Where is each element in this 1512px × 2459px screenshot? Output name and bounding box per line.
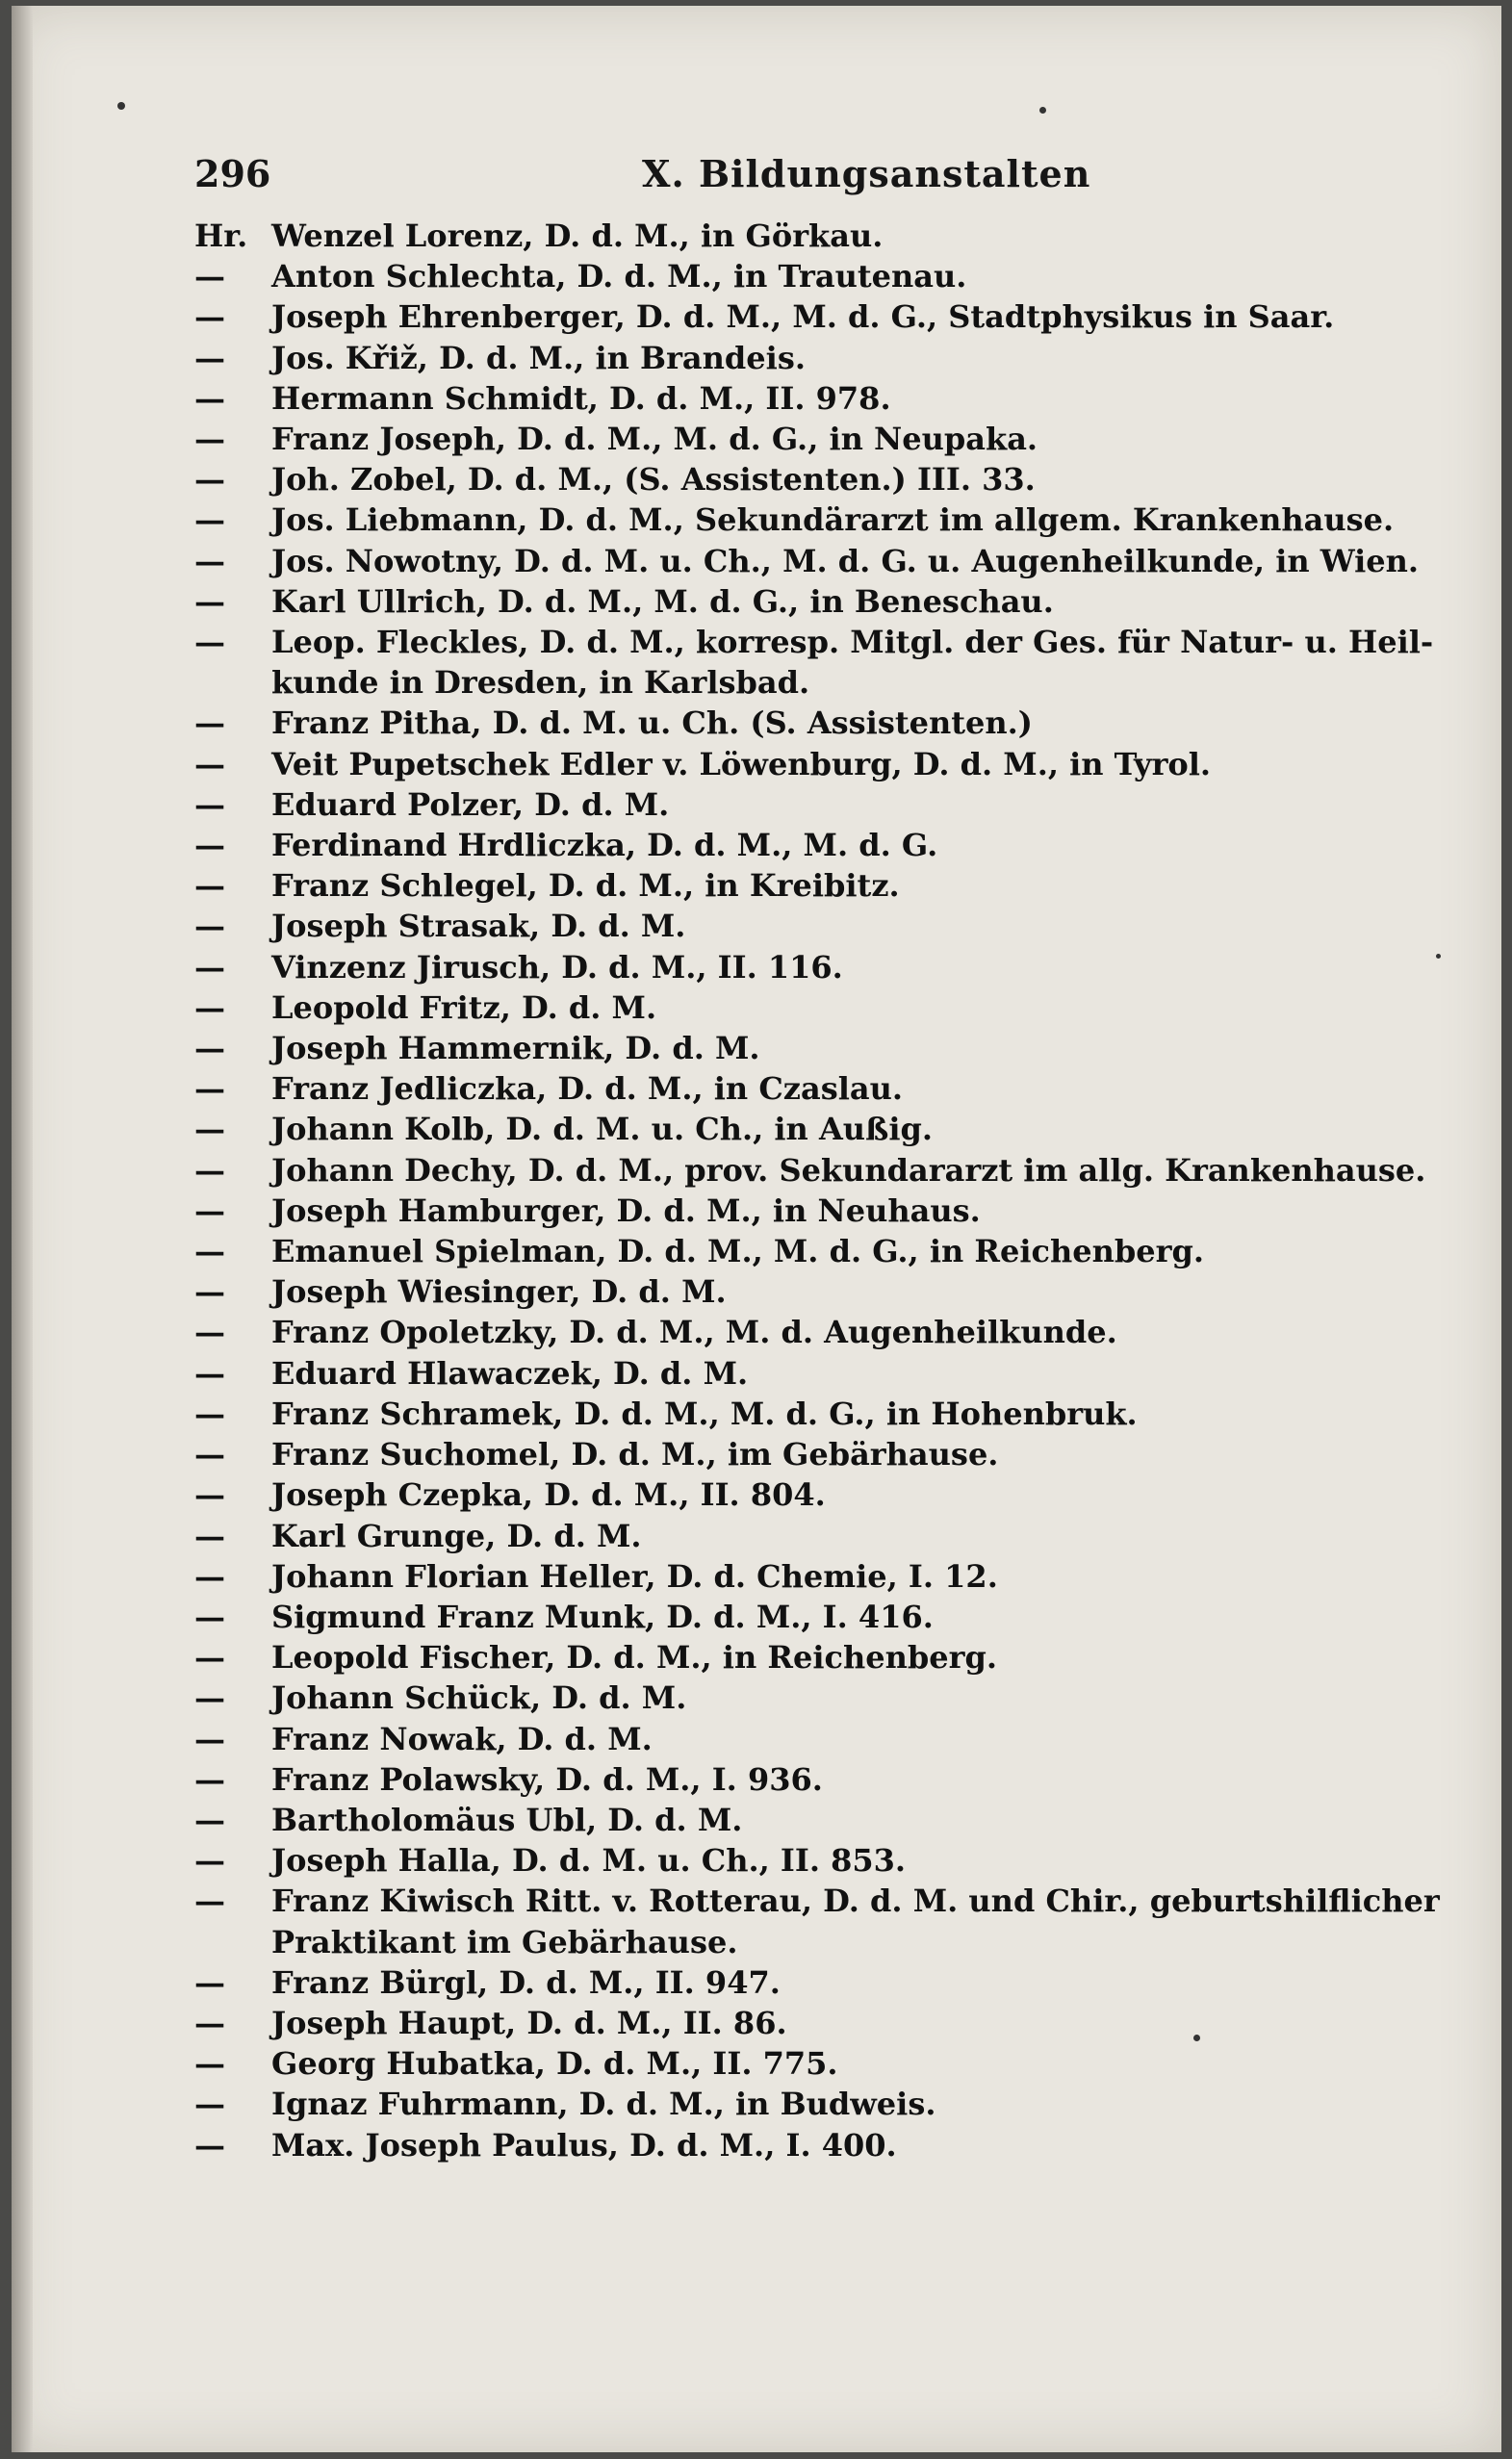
entry-dash: — <box>194 1598 225 1635</box>
entry-text: Emanuel Spielman, D. d. M., M. d. G., in Reichenberg. <box>271 1233 1204 1270</box>
entry-dash: — <box>194 1679 225 1717</box>
entry-text: Franz Schramek, D. d. M., M. d. G., in Hohenbruk. <box>271 1395 1138 1432</box>
entry-text: Jos. Nowotny, D. d. M. u. Ch., M. d. G. u. Augenheilkunde, in Wien. <box>271 542 1420 579</box>
list-item <box>194 987 1378 1028</box>
entry-dash: — <box>194 1030 225 1067</box>
entry-dash: — <box>194 1476 225 1514</box>
list-item <box>194 744 1378 784</box>
entry-dash: — <box>194 1273 225 1311</box>
entry-dash: — <box>194 1842 225 1880</box>
entry-dash: — <box>194 948 225 986</box>
list-item <box>194 825 1378 865</box>
entry-text: Ferdinand Hrdliczka, D. d. M., M. d. G. <box>271 827 938 864</box>
entry-dash: — <box>194 582 225 620</box>
entry-dash: — <box>194 2004 225 2041</box>
list-item <box>194 338 1378 378</box>
list-item <box>194 784 1378 825</box>
entry-text: Leopold Fritz, D. d. M. <box>271 988 657 1026</box>
entry-dash: — <box>194 1517 225 1554</box>
list-item <box>194 1474 1378 1515</box>
entry-text: Hermann Schmidt, D. d. M., II. 978. <box>271 379 891 417</box>
entry-dash: — <box>194 1801 225 1838</box>
entry-text: Karl Ullrich, D. d. M., M. d. G., in Beneschau. <box>271 582 1054 620</box>
entry-text: Franz Schlegel, D. d. M., in Kreibitz. <box>271 867 900 905</box>
list-item <box>194 1394 1378 1434</box>
entry-text: Joseph Wiesinger, D. d. M. <box>271 1273 727 1311</box>
list-item <box>194 2003 1378 2043</box>
list-item <box>194 2084 1378 2124</box>
book-page <box>12 6 1501 2452</box>
list-item <box>194 865 1378 906</box>
entry-dash: — <box>194 1354 225 1392</box>
entry-text: Franz Nowak, D. d. M. <box>271 1720 653 1757</box>
entry-dash: — <box>194 2126 225 2164</box>
list-item-continuation <box>194 1922 1378 1962</box>
entry-text: Vinzenz Jirusch, D. d. M., II. 116. <box>271 948 843 986</box>
entry-text: Joseph Czepka, D. d. M., II. 804. <box>271 1476 826 1514</box>
list-item <box>194 1028 1378 1068</box>
entry-text: Jos. Křiž, D. d. M., in Brandeis. <box>271 339 806 376</box>
entry-text: Anton Schlechta, D. d. M., in Trautenau. <box>271 258 967 295</box>
entry-dash: — <box>194 1436 225 1473</box>
entry-dash: — <box>194 1883 225 1920</box>
entry-dash: — <box>194 421 225 458</box>
entry-dash: — <box>194 1111 225 1148</box>
list-item <box>194 216 1378 256</box>
entry-text: Wenzel Lorenz, D. d. M., in Görkau. <box>271 218 884 254</box>
list-item <box>194 541 1420 581</box>
entry-text: Franz Pitha, D. d. M. u. Ch. (S. Assistenten.) <box>271 704 1033 742</box>
entry-dash: — <box>194 1395 225 1432</box>
list-item <box>194 1150 1426 1191</box>
list-item <box>194 1556 1378 1597</box>
list-item <box>194 1516 1378 1556</box>
list-item <box>194 906 1378 946</box>
entry-dash: — <box>194 1151 225 1189</box>
list-item <box>194 1068 1378 1109</box>
entry-dash: — <box>194 1760 225 1798</box>
entry-text: Franz Jedliczka, D. d. M., in Czaslau. <box>271 1070 903 1108</box>
list-item <box>194 1840 1378 1881</box>
entry-dash: — <box>194 1314 225 1351</box>
page-header <box>194 152 1359 200</box>
entry-dash: — <box>194 1639 225 1677</box>
entry-dash: — <box>194 2045 225 2083</box>
list-item <box>194 1881 1440 1921</box>
entry-dash: — <box>194 745 225 782</box>
entry-dash: — <box>194 1963 225 2001</box>
list-item <box>194 1191 1378 1231</box>
entry-text: Franz Suchomel, D. d. M., im Gebärhause. <box>271 1436 999 1473</box>
entry-dash: — <box>194 339 225 376</box>
entry-dash: — <box>194 1557 225 1595</box>
entry-text: Karl Grunge, D. d. M. <box>271 1517 642 1554</box>
entry-dash: — <box>194 988 225 1026</box>
list-item <box>194 1962 1378 2003</box>
running-title: X. Bildungsanstalten <box>642 152 1091 195</box>
entry-text: Praktikant im Gebärhause. <box>271 1923 738 1960</box>
list-item <box>194 1719 1378 1759</box>
entry-dash: — <box>194 867 225 905</box>
entry-text: Bartholomäus Ubl, D. d. M. <box>271 1801 743 1838</box>
list-item <box>194 419 1378 459</box>
entry-dash: — <box>194 2086 225 2123</box>
entry-dash: — <box>194 1191 225 1229</box>
list-item <box>194 1597 1378 1637</box>
list-item <box>194 1800 1378 1840</box>
list-item <box>194 1434 1378 1474</box>
entry-list <box>194 216 1440 2165</box>
list-item <box>194 622 1434 662</box>
entry-text: Johann Kolb, D. d. M. u. Ch., in Außig. <box>271 1111 934 1148</box>
entry-dash: — <box>194 1070 225 1108</box>
print-speck <box>1039 107 1046 114</box>
entry-text: Eduard Hlawaczek, D. d. M. <box>271 1354 749 1392</box>
entry-text: Sigmund Franz Munk, D. d. M., I. 416. <box>271 1598 934 1635</box>
entry-text: kunde in Dresden, in Karlsbad. <box>271 664 810 702</box>
entry-dash: — <box>194 1720 225 1757</box>
list-item <box>194 1271 1378 1312</box>
list-item <box>194 378 1378 419</box>
entry-dash: — <box>194 908 225 945</box>
list-item <box>194 1678 1378 1718</box>
entry-text: Georg Hubatka, D. d. M., II. 775. <box>271 2045 838 2083</box>
entry-text: Max. Joseph Paulus, D. d. M., I. 400. <box>271 2126 897 2164</box>
list-item <box>194 2043 1378 2084</box>
entry-text: Ignaz Fuhrmann, D. d. M., in Budweis. <box>271 2086 936 2123</box>
list-item <box>194 1109 1378 1149</box>
list-item <box>194 256 1378 296</box>
entry-text: Franz Joseph, D. d. M., M. d. G., in Neupaka. <box>271 421 1038 458</box>
entry-text: Johann Schück, D. d. M. <box>271 1679 687 1717</box>
list-item <box>194 296 1378 337</box>
entry-text: Joseph Strasak, D. d. M. <box>271 908 686 945</box>
entry-text: Leop. Fleckles, D. d. M., korresp. Mitgl. der Ges. für Natur- u. Heil- <box>271 624 1434 661</box>
entry-dash: — <box>194 298 225 336</box>
entry-text: Johann Dechy, D. d. M., prov. Sekundararzt im allg. Krankenhause. <box>271 1151 1426 1189</box>
entry-dash: — <box>194 461 225 499</box>
list-item <box>194 1637 1378 1678</box>
list-item <box>194 581 1378 622</box>
list-item <box>194 1312 1378 1352</box>
entry-text: Joseph Ehrenberger, D. d. M., M. d. G., Stadtphysikus in Saar. <box>271 298 1335 336</box>
entry-text: Joseph Hammernik, D. d. M. <box>271 1030 760 1067</box>
print-speck <box>1436 954 1441 959</box>
entry-text: Franz Kiwisch Ritt. v. Rotterau, D. d. M. und Chir., geburtshilflicher <box>271 1883 1440 1920</box>
entry-dash: — <box>194 501 225 539</box>
entry-dash: — <box>194 704 225 742</box>
print-speck <box>1193 2035 1200 2041</box>
entry-text: Eduard Polzer, D. d. M. <box>271 785 670 823</box>
entry-text: Joseph Hamburger, D. d. M., in Neuhaus. <box>271 1191 981 1229</box>
entry-dash: — <box>194 624 225 661</box>
entry-text: Franz Bürgl, D. d. M., II. 947. <box>271 1963 781 2001</box>
entry-text: Joseph Halla, D. d. M. u. Ch., II. 853. <box>271 1842 907 1880</box>
list-item <box>194 947 1378 987</box>
entry-text: Joseph Haupt, D. d. M., II. 86. <box>271 2004 787 2041</box>
entry-dash: — <box>194 1233 225 1270</box>
list-item <box>194 2125 1378 2165</box>
entry-text: Johann Florian Heller, D. d. Chemie, I. 12. <box>271 1557 998 1595</box>
list-item <box>194 1231 1378 1271</box>
page-gutter <box>12 6 33 2452</box>
entry-text: Veit Pupetschek Edler v. Löwenburg, D. d. M., in Tyrol. <box>271 745 1212 782</box>
list-item <box>194 1759 1378 1800</box>
list-item <box>194 499 1395 540</box>
entry-dash: — <box>194 542 225 579</box>
entry-dash: Hr. <box>194 218 248 254</box>
entry-dash: — <box>194 258 225 295</box>
entry-dash: — <box>194 785 225 823</box>
list-item <box>194 459 1378 499</box>
list-item <box>194 1353 1378 1394</box>
page-number: 296 <box>194 152 271 195</box>
entry-text: Jos. Liebmann, D. d. M., Sekundärarzt im allgem. Krankenhause. <box>271 501 1395 539</box>
entry-text: Franz Opoletzky, D. d. M., M. d. Augenheilkunde. <box>271 1314 1117 1351</box>
entry-text: Joh. Zobel, D. d. M., (S. Assistenten.) III. 33. <box>271 461 1036 499</box>
list-item <box>194 703 1378 743</box>
print-speck <box>117 102 125 110</box>
entry-dash: — <box>194 827 225 864</box>
entry-text: Leopold Fischer, D. d. M., in Reichenberg. <box>271 1639 997 1677</box>
entry-text: Franz Polawsky, D. d. M., I. 936. <box>271 1760 823 1798</box>
entry-dash: — <box>194 379 225 417</box>
list-item-continuation <box>194 662 1378 703</box>
